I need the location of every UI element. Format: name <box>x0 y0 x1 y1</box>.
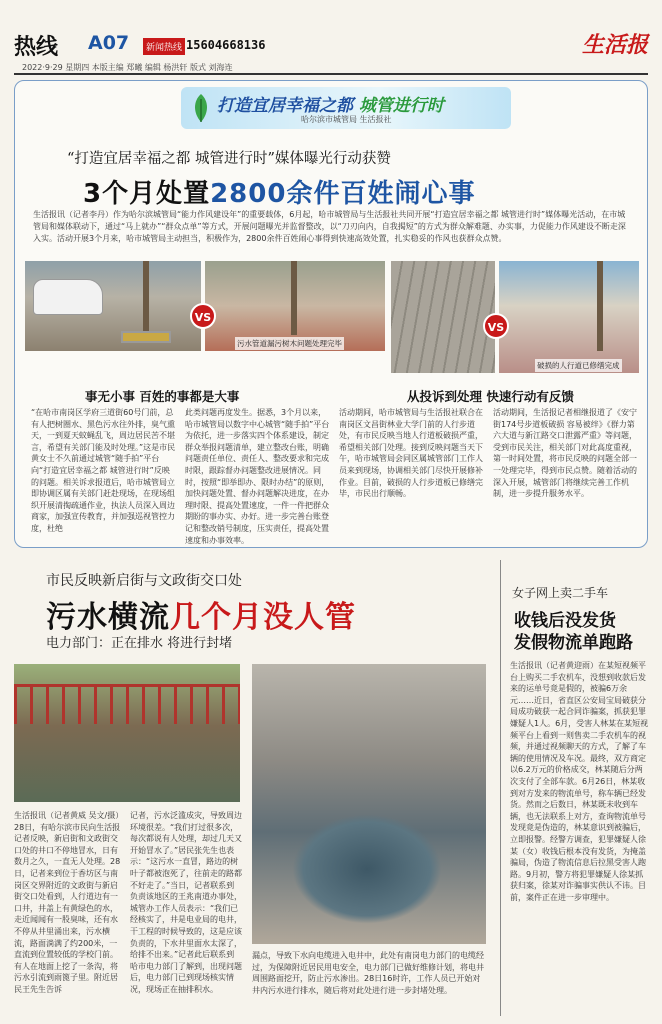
feature-column-1: “在哈市南岗区学府三道街60号门前，总有人把树圈水、黑色污水往外排，臭气熏天，一到夏天蚊蝇乱飞，周边居民苦不堪言，希望有关部门能及时处理。”这是市民黄女士不久前通过城管“随手拍”平台向“打造宜居幸福之都 城管进行时”反映的问题。相关诉求报道后，哈市城管局立即协调区属有关部门赶赴现场，在现场组织开展清掏疏通作业，执法人员深入周边商家，加强宣传教育，并加强巡视管控力度，杜绝 <box>31 408 176 533</box>
banner-title-part1: 打造宜居幸福之都 <box>217 96 353 116</box>
story2-headline-part2: 几个月没人管 <box>170 600 356 635</box>
photo-flooded-street <box>252 664 486 944</box>
story2-subhead: 电力部门：正在排水 将进行封堵 <box>46 636 233 651</box>
feature-column-4: 活动期间，生活报记者相继报道了《安宁街174号步道板破损 容易被绊》《群力第六大道与新江路交口泄露严重》等问题，受到市民关注，相关部门对此高度重视，第一时间处置，将市民反映的问题全部一一处理完毕，得到市民点赞。随着活动的深入开展，城管部门将继续完善工作机制，进一步提升服务水平。 <box>493 408 637 499</box>
sewage-puddle <box>292 814 442 924</box>
story3-body: 生活报讯（记者黄迎雨）在某短视频平台上购买二手农机车，没想到收款后发来的运单号竟是假的，被骗6万余元……近日，省直区公安局宝局破获分局成功破获一起合同诈骗案，抓获犯罪嫌疑人1人。6月，受害人林某在某短视频平台上看到一则售卖二手农机车的视频，并通过视频聊天的方式，了解了车辆的使用情况及车况。最终，双方商定以6.2万元的价格成交，林某随后分两次支付了全部车款。6月26日，林某收到对方发来的物流单号，称车辆已经发货。然而之后数日，林某既未收到车辆，也无法联系上对方，查询物流单号发现竟是伪造的，林某意识到被骗后，立即报警。经警方调查，犯罪嫌疑人徐某（女）收钱后根本没有发货，为掩盖骗局，伪造了物流信息后拉黑受害人跑路。9月初，警方将犯罪嫌疑人徐某抓获归案，徐某对诈骗事实供认不讳。目前，案件正在进一步审理中。 <box>510 661 649 902</box>
headline-part1: 3个月处置 <box>83 179 211 209</box>
column-banner <box>181 87 511 129</box>
tree-trunk <box>597 261 603 351</box>
story2-headline-part1: 污水横流 <box>46 600 170 635</box>
story3-kicker: 女子网上卖二手车 <box>512 586 609 600</box>
photo-before-sidewalk <box>391 261 495 373</box>
feature-headline <box>83 173 475 210</box>
photo-caption: 污水管道漏污树木问题处理完毕 <box>237 339 342 348</box>
tree-pit <box>121 331 171 343</box>
photo-caption: 破损的人行道已修缮完成 <box>537 361 620 370</box>
photo-after-tree <box>205 261 385 351</box>
story3-headline-line1: 收钱后没发货 <box>514 611 616 631</box>
red-fence <box>14 684 240 724</box>
hotline-badge: 新闻热线 <box>143 38 185 55</box>
page-number: A07 <box>88 32 130 54</box>
banner-title-part2: 城管进行时 <box>358 96 444 116</box>
story3-headline-line2: 发假物流单跑路 <box>514 633 633 653</box>
feature-column-2: 此类问题再度发生。据悉，3个月以来，哈市城管局以数字中心城管“随手拍”平台为依托，进一步落实四个体系建设，制定群众举报问题清单，建立整改台账，明确问题责任单位、责任人、整改要求和完成时限，跟踪督办问题整改进展情况。同时，按照“即举即办、限时办结”的原则，加快问题处置、督办问题解决进度，在办理时限、提高处置速度，一件一件把群众期盼的事办实、办好。进一步完善台账登记和整改销号制度，压实责任，提高处置速度和办事效率。 <box>185 408 330 545</box>
section-title: 热线 <box>14 34 59 60</box>
feature-lede: 生活报讯（记者李丹）作为哈尔滨城管局“能力作风建设年”的重要载体，6月起，哈市城管局与生活报社共同开展“打造宜居幸福之都 城管进行时”媒体曝光活动，在市城管局和媒体联动下，通过“马上就办”“群众点单”等方式，开展问题曝光并监督整改，以“刀刃向内，自我揭短”的方式为群众解难题、办实事，力促能力作风建设不断走深入实。活动开展3个月来，哈市城管局主动担当，积极作为，2800余件百姓闹心事得到快速高效处置，扎实稳妥的作风也获群众点赞。 <box>33 210 626 243</box>
edition-info: 2022·9·29 星期四 本版主编 郑曦 编辑 杨洪轩 版式 刘海连 <box>22 63 233 72</box>
tree-trunk <box>291 261 297 335</box>
feature-story <box>14 80 648 548</box>
masthead <box>0 0 662 72</box>
tree-trunk <box>143 261 149 331</box>
story2-column-3: 漏点，导致下水向电缆进入电井中，此处有南岗电力部门的电缆经过，为保障附近居民用电安全，电力部门已做好维修计划，将电井周围路面挖开，防止污水渗出。28日16时许，工作人员已开始对井内污水进行排水，随后将对此处进行进一步封堵处理。 <box>252 951 484 995</box>
subhead-right: 从投诉到处理 快速行动有反馈 <box>407 389 574 404</box>
photo-sewage-well <box>14 664 240 802</box>
hotline-number: 15604668136 <box>186 38 266 52</box>
car-shape <box>33 279 103 315</box>
story2-column-1: 生活报讯（记者黄威 吴文/摄）28日，有哈尔滨市民向生活报记者反映，新启街和文政街交口处的井口不停地冒水，日有数月之久，一直无人处理。28日，记者来到位于香坊区与南岗区交界附近的文政街与新启街交口处看到，人行道边有一口井，井盖上有黄绿色的水，走近闻闻有一股臭味，还有水不停从井里涌出来，污水横流，路面淌满了约200米，一直流到位置较低的学校门前。有人在地面上挖了一条沟，将污水引流到雨篦子里。附近居民王先生告诉 <box>14 811 124 994</box>
feature-column-3: 活动期间，哈市城管局与生活报社联合在南岗区文昌街林业大学门前的人行步道处，有市民反映当地人行道板破损严重，希望相关部门处理。接到反映问题当天下午，哈市城管局会同区属城管部门工作人员来到现场，协调相关部门尽快开展修补作业。目前，破损的人行步道板已修缮完毕，市民出行顺畅。 <box>339 408 483 499</box>
subhead-left: 事无小事 百姓的事都是大事 <box>85 389 240 404</box>
banner-subtitle: 哈尔滨市城管局 生活报社 <box>301 115 392 124</box>
story2-column-2: 记者，污水泛滥成灾，导致周边环境很差。“我们打过很多次，每次都说有人处理，却过几天又开始冒水了。”居民张先生也表示：“这污水一直冒，路边的树叶子都被泡死了，往前走的路都不好走了。”当日，记者联系到负责该地区的王兆南道办事处，城管办工作人员表示：“我们已经核实了，井是电业局的电井，干工程的时候导致的，这是应该负责的，下水井里面水太深了，给排不出来。”记者此后联系到哈市电力部门了解到，出现问题后，电力部门已到现场核实情况，现场正在抽排积水。 <box>130 811 242 994</box>
headline-part2: 2800余件百姓闹心事 <box>210 179 476 209</box>
column-divider <box>500 560 501 1016</box>
newspaper-logo: 生活报 <box>581 32 648 58</box>
vs-badge: VS <box>190 303 216 329</box>
photo-after-sidewalk <box>499 261 639 373</box>
leaf-icon <box>189 93 213 123</box>
vs-badge: VS <box>483 313 509 339</box>
photo-before-tree <box>25 261 201 351</box>
story2-headline <box>46 592 356 636</box>
feature-kicker: “打造宜居幸福之都 城管进行时”媒体曝光行动获赞 <box>67 151 391 167</box>
story2-kicker: 市民反映新启街与文政街交口处 <box>46 573 242 589</box>
masthead-rule <box>14 73 648 75</box>
